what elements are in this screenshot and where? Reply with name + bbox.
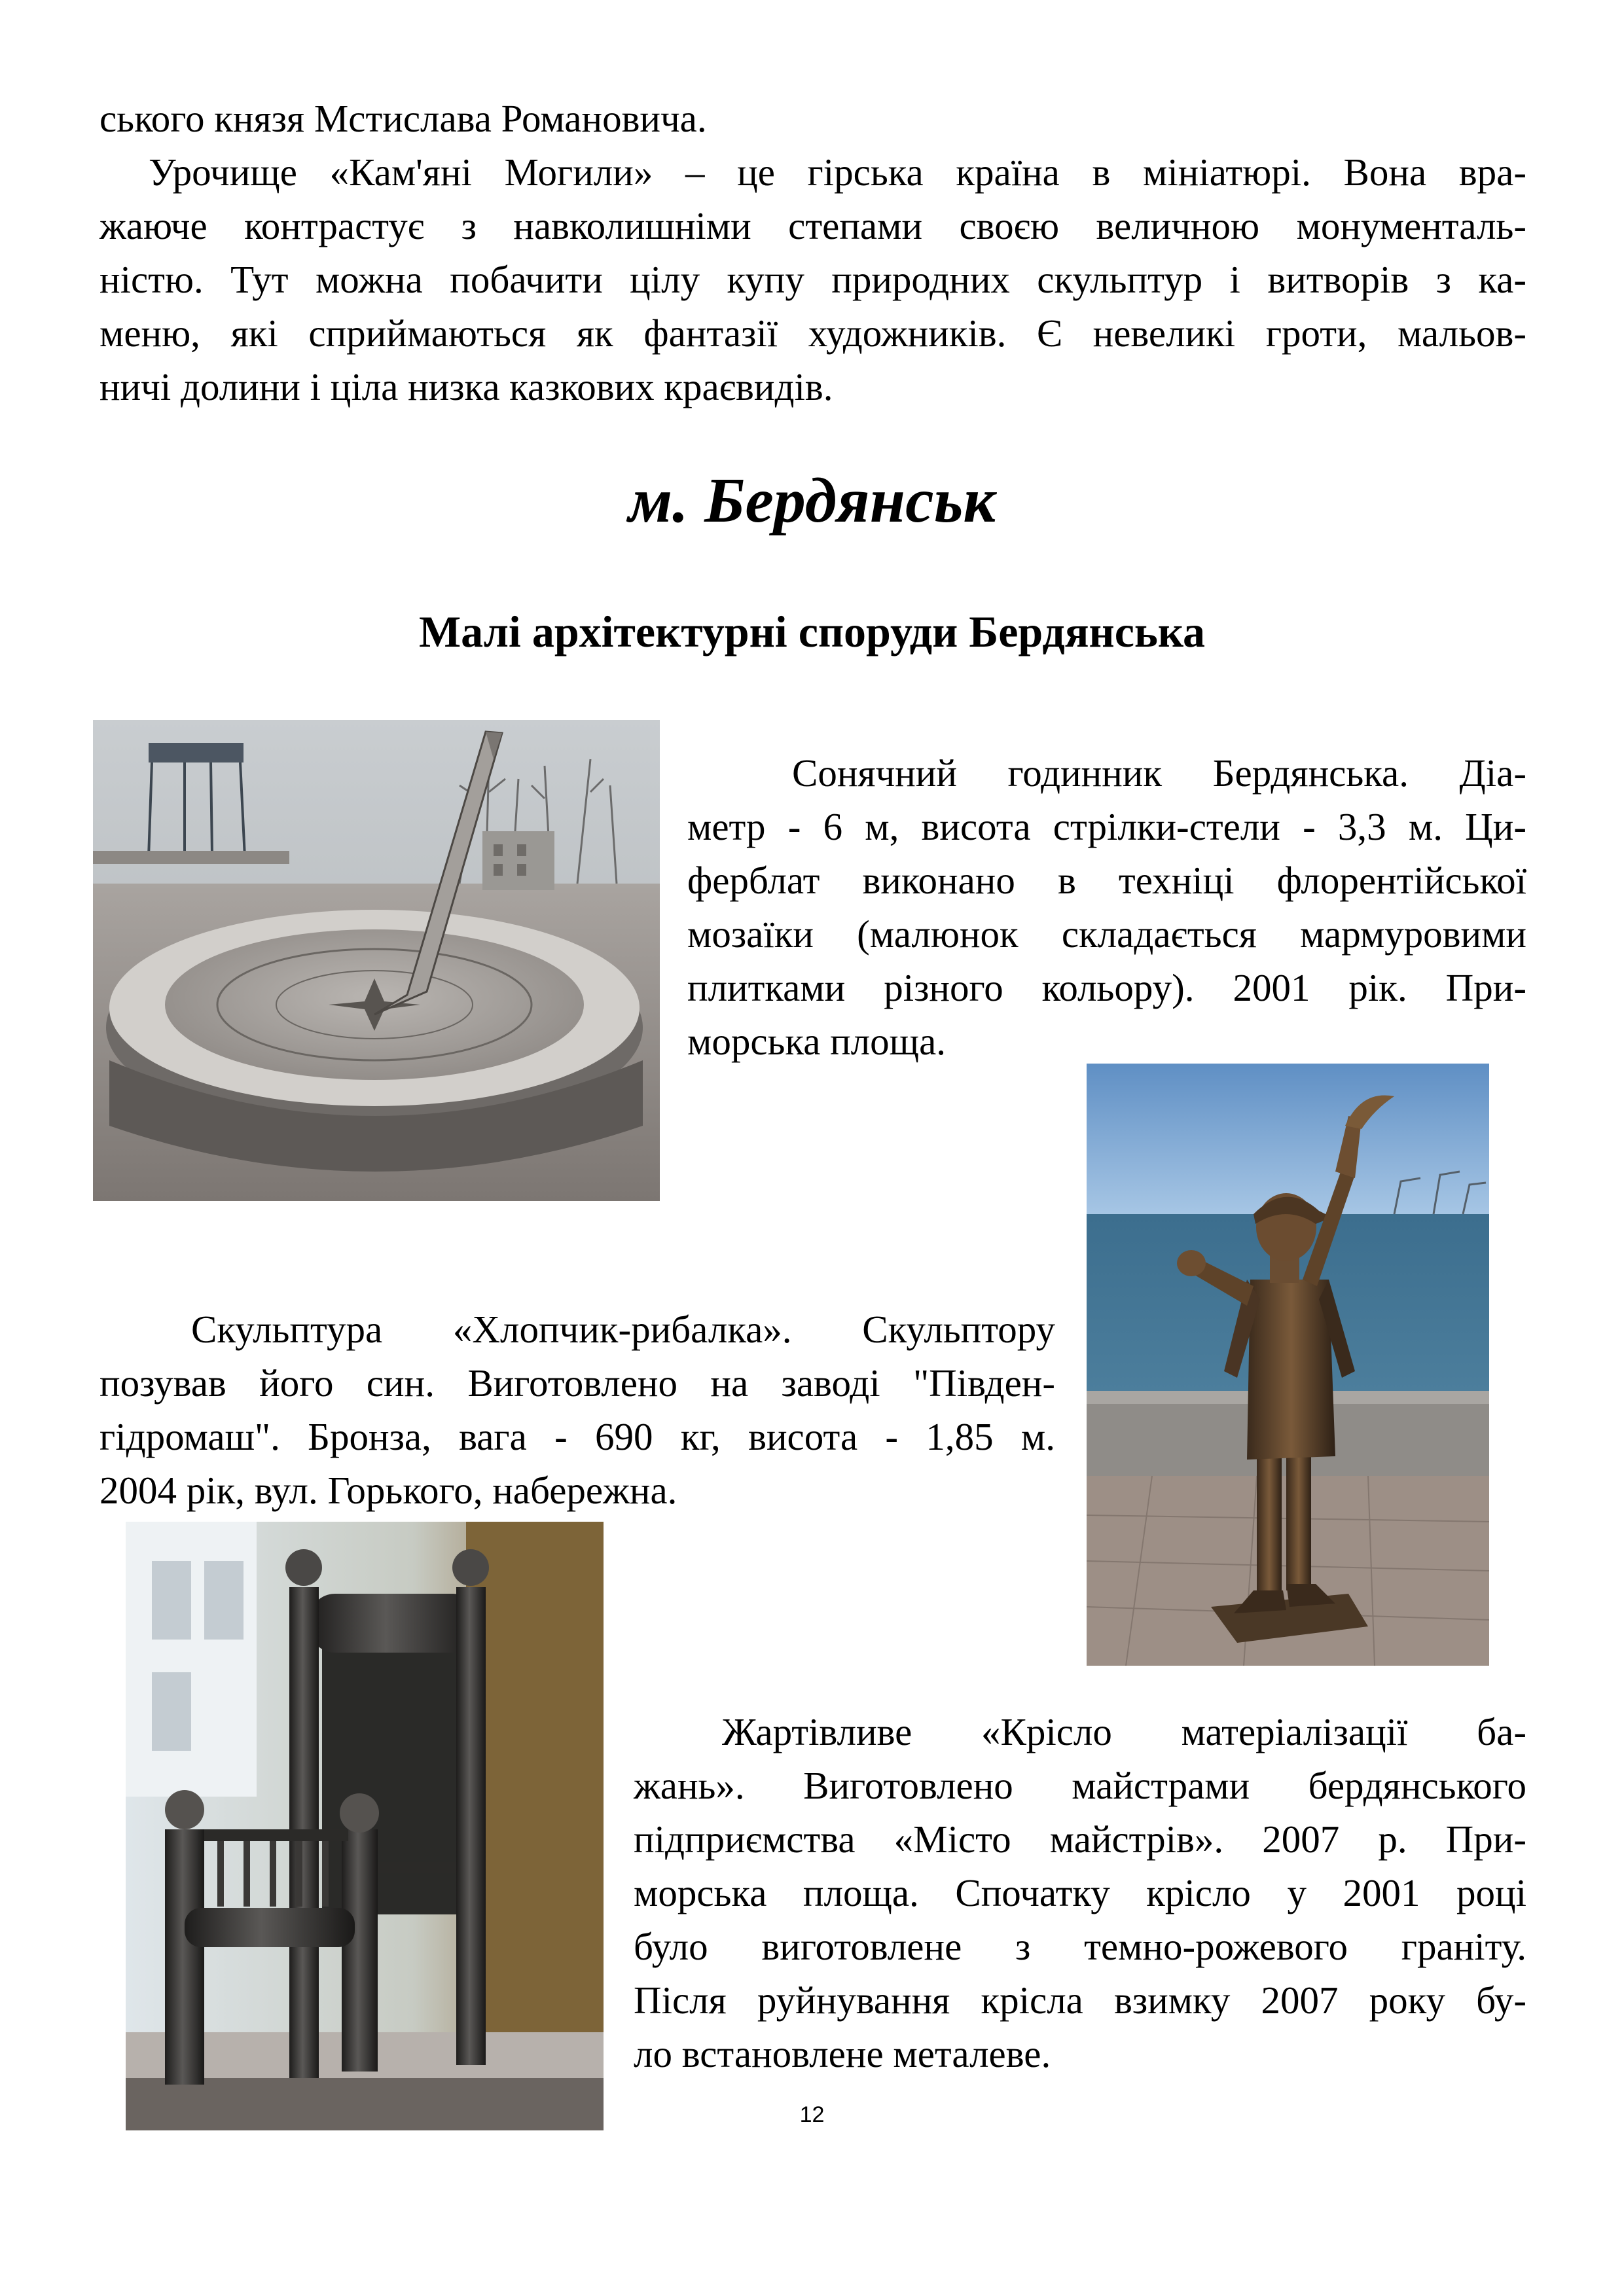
text-line: ського князя Мстислава Романовича. <box>99 97 707 140</box>
text-line: Скульптура «Хлопчик-рибалка». Скульптору <box>191 1308 1055 1351</box>
text-line: меню, які сприймаються як фантазії художників. Є невеликі гроти, мальов- <box>99 312 1526 355</box>
sundial-photo <box>93 720 660 1201</box>
text-line: морська площа. Спочатку крісло у 2001 році <box>634 1871 1526 1914</box>
text-line: жань». Виготовлено майстрами бердянського <box>634 1764 1526 1807</box>
sundial-paragraph <box>687 746 1526 1068</box>
text-line: позував його син. Виготовлено на заводі "Півден- <box>99 1361 1055 1405</box>
text-line: Урочище «Кам'яні Могили» – це гірська країна в мініатюрі. Вона вра- <box>149 151 1526 194</box>
text-line: було виготовлене з темно-рожевого граніту. <box>634 1925 1526 1968</box>
fisher-boy-photo <box>1087 1064 1489 1666</box>
city-title: м. Бердянськ <box>628 465 996 536</box>
section-title: Малі архітектурні споруди Бердянська <box>419 607 1205 656</box>
text-line: ністю. Тут можна побачити цілу купу природних скульптур і витворів з ка- <box>99 258 1526 301</box>
text-line: підприємства «Місто майстрів». 2007 р. При- <box>634 1818 1526 1861</box>
wish-chair-photo <box>126 1522 604 2130</box>
text-line: 2004 рік, вул. Горького, набережна. <box>99 1469 677 1512</box>
text-line: Сонячний годинник Бердянська. Діа- <box>792 751 1526 795</box>
fisher-paragraph <box>99 1302 1055 1517</box>
text-line: морська площа. <box>687 1020 947 1063</box>
text-line: мозаїки (малюнок складається мармуровими <box>687 912 1526 956</box>
text-line: ло встановлене металеве. <box>634 2032 1051 2075</box>
text-line: Після руйнування крісла взимку 2007 року бу- <box>634 1979 1526 2022</box>
text-line: гідромаш". Бронза, вага - 690 кг, висота - 1,85 м. <box>99 1415 1055 1458</box>
chair-paragraph <box>634 1705 1526 2081</box>
text-line: метр - 6 м, висота стрілки-стели - 3,3 м. Ци- <box>687 805 1526 848</box>
text-line: ничі долини і ціла низка казкових краєвидів. <box>99 365 833 408</box>
text-line: плитками різного кольору). 2001 рік. При- <box>687 966 1526 1009</box>
page-number: 12 <box>799 2102 825 2127</box>
intro-paragraph <box>99 92 1526 414</box>
text-line: ферблат виконано в техніці флорентійської <box>687 859 1526 902</box>
text-line: жаюче контрастує з навколишніми степами своєю величною монументаль- <box>99 204 1526 247</box>
text-line: Жартівливе «Крісло матеріалізації ба- <box>722 1710 1526 1753</box>
